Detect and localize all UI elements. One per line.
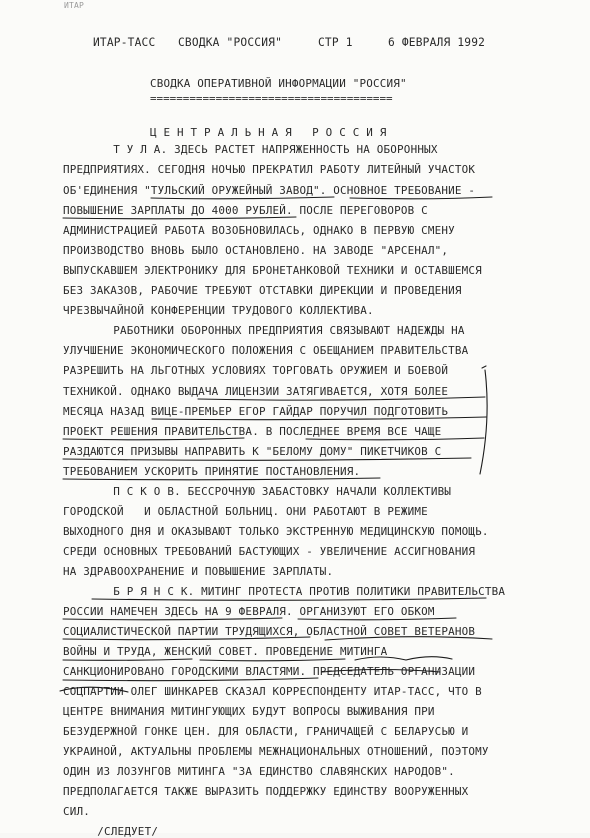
text-line-29: ЦЕНТРЕ ВНИМАНИЯ МИТИНГУЮЩИХ БУДУТ ВОПРОСЫ ВЫЖИВАНИЯ ПРИ [63, 705, 435, 718]
text-line-13: ТЕХНИКОЙ. ОДНАКО ВЫДАЧА ЛИЦЕНЗИИ ЗАТЯГИВАЕТСЯ, ХОТЯ БОЛЕЕ [63, 385, 449, 398]
text-line-33: ПРЕДПОЛАГАЕТСЯ ТАКЖЕ ВЫРАЗИТЬ ПОДДЕРЖКУ ЕДИНСТВУ ВООРУЖЕННЫХ [63, 785, 469, 798]
text-line-22: НА ЗДРАВООХРАНЕНИЕ И ПОВЫШЕНИЕ ЗАРПЛАТЫ. [63, 565, 334, 578]
text-line-20: ВЫХОДНОГО ДНЯ И ОКАЗЫВАЮТ ТОЛЬКО ЭКСТРЕННУЮ МЕДИЦИНСКУЮ ПОМОЩЬ. [63, 525, 489, 538]
text-line-24: РОССИИ НАМЕЧЕН ЗДЕСЬ НА 9 ФЕВРАЛЯ. ОРГАНИЗУЮТ ЕГО ОБКОМ [63, 605, 435, 618]
underline-prizyvy [63, 458, 471, 460]
text-line-2: ПРЕДПРИЯТИЯХ. СЕГОДНЯ НОЧЬЮ ПРЕКРАТИЛ РАБОТУ ЛИТЕЙНЫЙ УЧАСТОК [63, 163, 476, 176]
text-line-35: /СЛЕДУЕТ/ [77, 825, 159, 838]
text-line-31: УКРАИНОЙ, АКТУАЛЬНЫ ПРОБЛЕМЫ МЕЖНАЦИОНАЛЬНЫХ ОТНОШЕНИЙ, ПОЭТОМУ [63, 745, 489, 758]
text-line-25: СОЦИАЛИСТИЧЕСКОЙ ПАРТИИ ТРУДЯЩИХСЯ, ОБЛАСТНОЙ СОВЕТ ВЕТЕРАНОВ [63, 625, 476, 638]
text-line-30: БЕЗУДЕРЖНОЙ ГОНКЕ ЦЕН. ДЛЯ ОБЛАСТИ, ГРАНИЧАЩЕЙ С БЕЛАРУСЬЮ И [63, 725, 469, 738]
header-agency: ИТАР-ТАСС [93, 36, 156, 49]
underline-zarplata [63, 217, 296, 219]
underline-zhenskiy [200, 659, 345, 661]
text-line-10: РАБОТНИКИ ОБОРОННЫХ ПРЕДПРИЯТИЯ СВЯЗЫВАЮТ НАДЕЖДЫ НА [93, 324, 465, 337]
text-line-26: ВОЙНЫ И ТРУДА, ЖЕНСКИЙ СОВЕТ. ПРОВЕДЕНИЕ МИТИНГА [63, 645, 388, 658]
underline-obkom [298, 618, 456, 620]
header-page: СТР 1 [318, 36, 353, 49]
underline-vlastyami [63, 678, 318, 681]
text-line-27: САНКЦИОНИРОВАНО ГОРОДСКИМИ ВЛАСТЯМИ. ПРЕДСЕДАТЕЛЬ ОРГАНИЗАЦИИ [63, 665, 476, 678]
text-line-34: СИЛ. [63, 805, 91, 818]
text-line-15: ПРОЕКТ РЕШЕНИЯ ПРАВИТЕЛЬСТВА. В ПОСЛЕДНЕЕ ВРЕМЯ ВСЕ ЧАЩЕ [63, 425, 442, 438]
underline-trebovanie [350, 197, 492, 199]
title-rule: ===================================== [150, 92, 393, 105]
text-line-16: РАЗДАЮТСЯ ПРИЗЫВЫ НАПРАВИТЬ К "БЕЛОМУ ДОМУ" ПИКЕТЧИКОВ С [63, 445, 442, 458]
underline-voina [63, 659, 192, 660]
text-line-3: ОБ'ЕДИНЕНИЯ "ТУЛЬСКИЙ ОРУЖЕЙНЫЙ ЗАВОД". ОСНОВНОЕ ТРЕБОВАНИЕ - [63, 184, 476, 197]
text-line-18: П С К О В. БЕССРОЧНУЮ ЗАБАСТОВКУ НАЧАЛИ КОЛЛЕКТИВЫ [93, 485, 452, 498]
underline-proekt [63, 438, 244, 440]
header-date: 6 ФЕВРАЛЯ 1992 [388, 36, 486, 49]
region-heading: Ц Е Н Т Р А Л Ь Н А Я Р О С С И Я [150, 126, 387, 139]
text-line-6: ПРОИЗВОДСТВО ВНОВЬ БЫЛО ОСТАНОВЛЕНО. НА ЗАВОДЕ "АРСЕНАЛ", [63, 244, 449, 257]
text-line-21: СРЕДИ ОСНОВНЫХ ТРЕБОВАНИЙ БАСТУЮЩИХ - УВЕЛИЧЕНИЕ АССИГНОВАНИЯ [63, 545, 476, 558]
underline-bryansk [92, 598, 486, 600]
text-line-28: СОЦПАРТИИ ОЛЕГ ШИНКАРЕВ СКАЗАЛ КОРРЕСПОНДЕНТУ ИТАР-ТАСС, ЧТО В [63, 685, 482, 698]
document-title: СВОДКА ОПЕРАТИВНОЙ ИНФОРМАЦИИ "РОССИЯ" [150, 77, 407, 90]
underline-9-fevralya [63, 618, 282, 620]
text-line-32: ОДИН ИЗ ЛОЗУНГОВ МИТИНГА "ЗА ЕДИНСТВО СЛАВЯНСКИХ НАРОДОВ". [63, 765, 455, 778]
text-line-8: БЕЗ ЗАКАЗОВ, РАБОЧИЕ ТРЕБУЮТ ОТСТАВКИ ДИРЕКЦИИ И ПРОВЕДЕНИЯ [63, 284, 462, 297]
underline-tula-zavod [151, 197, 334, 199]
text-line-12: РАЗРЕШИТЬ НА ЛЬГОТНЫХ УСЛОВИЯХ ТОРГОВАТЬ ОРУЖИЕМ И БОЕВОЙ [63, 364, 449, 377]
text-line-11: УЛУЧШЕНИЕ ЭКОНОМИЧЕСКОГО ПОЛОЖЕНИЯ С ОБЕЩАНИЕМ ПРАВИТЕЛЬСТВА [63, 344, 469, 357]
text-line-14: МЕСЯЦА НАЗАД ВИЦЕ-ПРЕМЬЕР ЕГОР ГАЙДАР ПОРУЧИЛ ПОДГОТОВИТЬ [63, 405, 449, 418]
text-line-7: ВЫПУСКАВШЕМ ЭЛЕКТРОНИКУ ДЛЯ БРОНЕТАНКОВОЙ ТЕХНИКИ И ОСТАВШЕМСЯ [63, 264, 482, 277]
text-line-23: Б Р Я Н С К. МИТИНГ ПРОТЕСТА ПРОТИВ ПОЛИТИКИ ПРАВИТЕЛЬСТВА [93, 585, 506, 598]
text-line-17: ТРЕБОВАНИЕМ УСКОРИТЬ ПРИНЯТИЕ ПОСТАНОВЛЕНИЯ. [63, 465, 361, 478]
text-line-9: ЧРЕЗВЫЧАЙНОЙ КОНФЕРЕНЦИИ ТРУДОВОГО КОЛЛЕКТИВА. [63, 304, 374, 317]
header-section: СВОДКА "РОССИЯ" [178, 36, 283, 49]
text-line-19: ГОРОДСКОЙ И ОБЛАСТНОЙ БОЛЬНИЦ. ОНИ РАБОТАЮТ В РЕЖИМЕ [63, 505, 428, 518]
underline-posled [306, 438, 484, 440]
text-line-1: Т У Л А. ЗДЕСЬ РАСТЕТ НАПРЯЖЕННОСТЬ НА ОБОРОННЫХ [93, 143, 438, 156]
text-line-5: АДМИНИСТРАЦИЕЙ РАБОТА ВОЗОБНОВИЛАСЬ, ОДНАКО В ПЕРВУЮ СМЕНУ [63, 224, 455, 237]
underline-trebovaniem [63, 478, 380, 480]
text-line-4: ПОВЫШЕНИЕ ЗАРПЛАТЫ ДО 4000 РУБЛЕЙ. ПОСЛЕ ПЕРЕГОВОРОВ С [63, 204, 428, 217]
margin-bracket [480, 366, 487, 474]
corner-mark: ИТАР [64, 1, 85, 10]
